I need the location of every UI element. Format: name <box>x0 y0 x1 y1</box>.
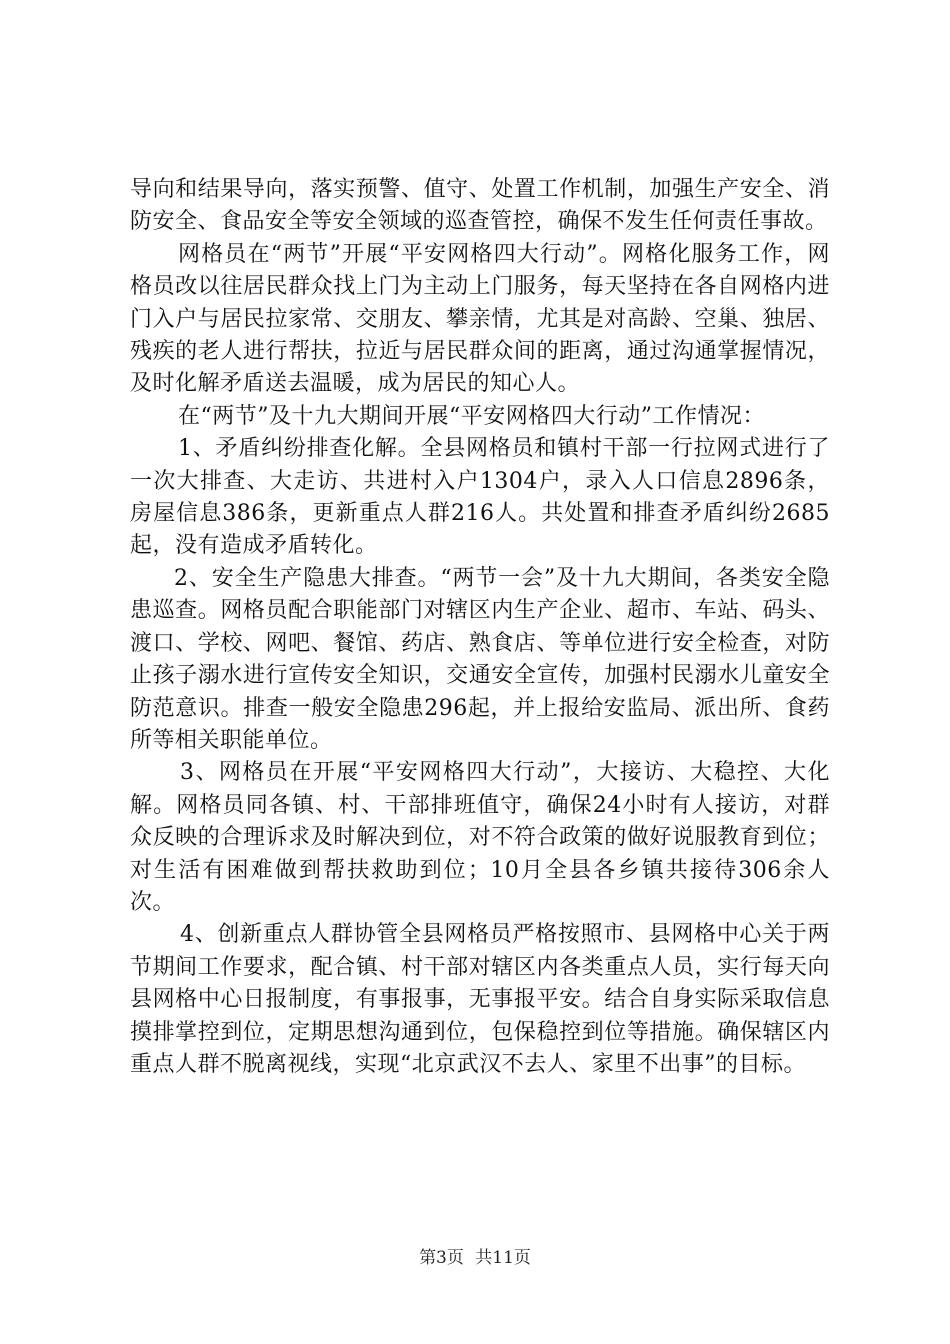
document-body <box>130 174 830 1081</box>
paragraph-item-2-safety-inspection: 2、安全生产隐患大排查。“两节一会”及十九大期间，各类安全隐患巡查。网格员配合职能部门对辖区内生产企业、超市、车站、码头、渡口、学校、网吧、餐馆、药店、熟食店、等单位进行安全检查，对防止孩子溺水进行宣传安全知识，交通安全宣传，加强村民溺水儿童安全防范意识。排查一般安全隐患296起，并上报给安监局、派出所、食药所等相关职能单位。 <box>130 565 830 753</box>
paragraph-item-1-dispute-resolution: 1、矛盾纠纷排查化解。全县网格员和镇村干部一行拉网式进行了一次大排查、大走访、共进村入户1304户，录入人口信息2896条，房屋信息386条，更新重点人群216人。共处置和排查矛盾纠纷2685起，没有造成矛盾转化。 <box>130 436 830 559</box>
paragraph-grid-staff-actions: 网格员在“两节”开展“平安网格四大行动”。网格化服务工作，网格员改以往居民群众找上门为主动上门服务，每天坚持在各自网格内进门入户与居民拉家常、交朋友、攀亲情，尤其是对高龄、空巢、独居、残疾的老人进行帮扶，拉近与居民群众间的距离，通过沟通掌握情况，及时化解矛盾送去温暖，成为居民的知心人。 <box>130 241 830 397</box>
paragraph-work-situation-heading: 在“两节”及十九大期间开展“平安网格四大行动”工作情况： <box>178 403 765 429</box>
paragraph-continuation: 导向和结果导向，落实预警、值守、处置工作机制，加强生产安全、消防安全、食品安全等安全领域的巡查管控，确保不发生任何责任事故。 <box>130 177 830 235</box>
page-total: 共11页 <box>475 1248 531 1268</box>
paragraph-item-3-visits: 3、网格员在开展“平安网格四大行动”，大接访、大稳控、大化解。网格员同各镇、村、干部排班值守，确保24小时有人接访，对群众反映的合理诉求及时解决到位，对不符合政策的做好说服教育到位；对生活有困难做到帮扶救助到位；10月全县各乡镇共接待306余人次。 <box>130 760 830 915</box>
page-footer <box>0 1243 950 1268</box>
paragraph-item-4-key-groups: 4、创新重点人群协管全县网格员严格按照市、县网格中心关于两节期间工作要求，配合镇、村干部对辖区内各类重点人员，实行每天向县网格中心日报制度，有事报事，无事报平安。结合自身实际采取信息摸排掌控到位，定期思想沟通到位，包保稳控到位等措施。确保辖区内重点人群不脱离视线，实现“北京武汉不去人、家里不出事”的目标。 <box>130 922 830 1077</box>
page-number: 第3页 <box>419 1248 464 1268</box>
